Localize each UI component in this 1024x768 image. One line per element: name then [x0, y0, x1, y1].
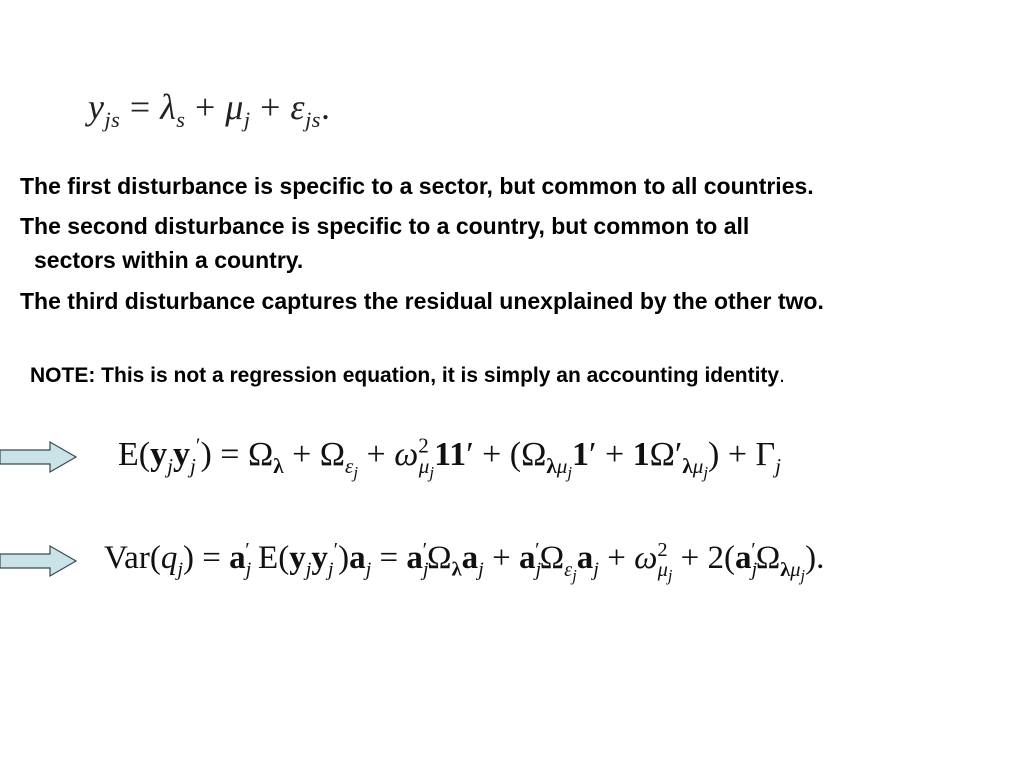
right-arrow-shape — [0, 442, 76, 472]
second-disturbance-line-1: The second disturbance is specific to a country, but common to all — [20, 213, 750, 239]
note-text — [30, 364, 785, 388]
expectation-equation: $E(y_jy_j') = \Omega_\lambda + \Omega_{\varepsilon_j} + \omega^2_{\mu_j}11' + (\Omega_{\lambda\mu_j}1' + 1\Omega'_{\lambda\mu_j}) + \Gamma_j$ — [118, 433, 782, 482]
second-disturbance-text — [20, 209, 1020, 277]
variance-equation: $Var(q_j) = a_j'$ $E(y_jy_j')a_j = a_j'\Omega_\lambda a_j + a_j'\Omega_{\varepsilon_j}a_j + \omega^2_{\mu_j} + 2(a_j'\Omega_{\lambda\mu_j})$. — [104, 539, 825, 585]
first-disturbance-text — [20, 169, 1020, 203]
right-arrow-shape — [0, 546, 76, 576]
third-disturbance-text — [20, 284, 1020, 318]
right-arrow-icon — [0, 440, 80, 474]
first-disturbance-line: The first disturbance is specific to a sector, but common to all countries. — [20, 173, 814, 199]
second-disturbance-line-2: sectors within a country. — [34, 247, 304, 273]
main-equation: $y_{js} = \lambda_s + \mu_j + \varepsilon_{js}$. — [88, 87, 331, 133]
third-disturbance-line: The third disturbance captures the residual unexplained by the other two. — [20, 288, 824, 314]
note-body: NOTE: This is not a regression equation, it is simply an accounting identity — [30, 364, 780, 387]
note-period: . — [779, 364, 785, 387]
right-arrow-icon — [0, 544, 80, 578]
